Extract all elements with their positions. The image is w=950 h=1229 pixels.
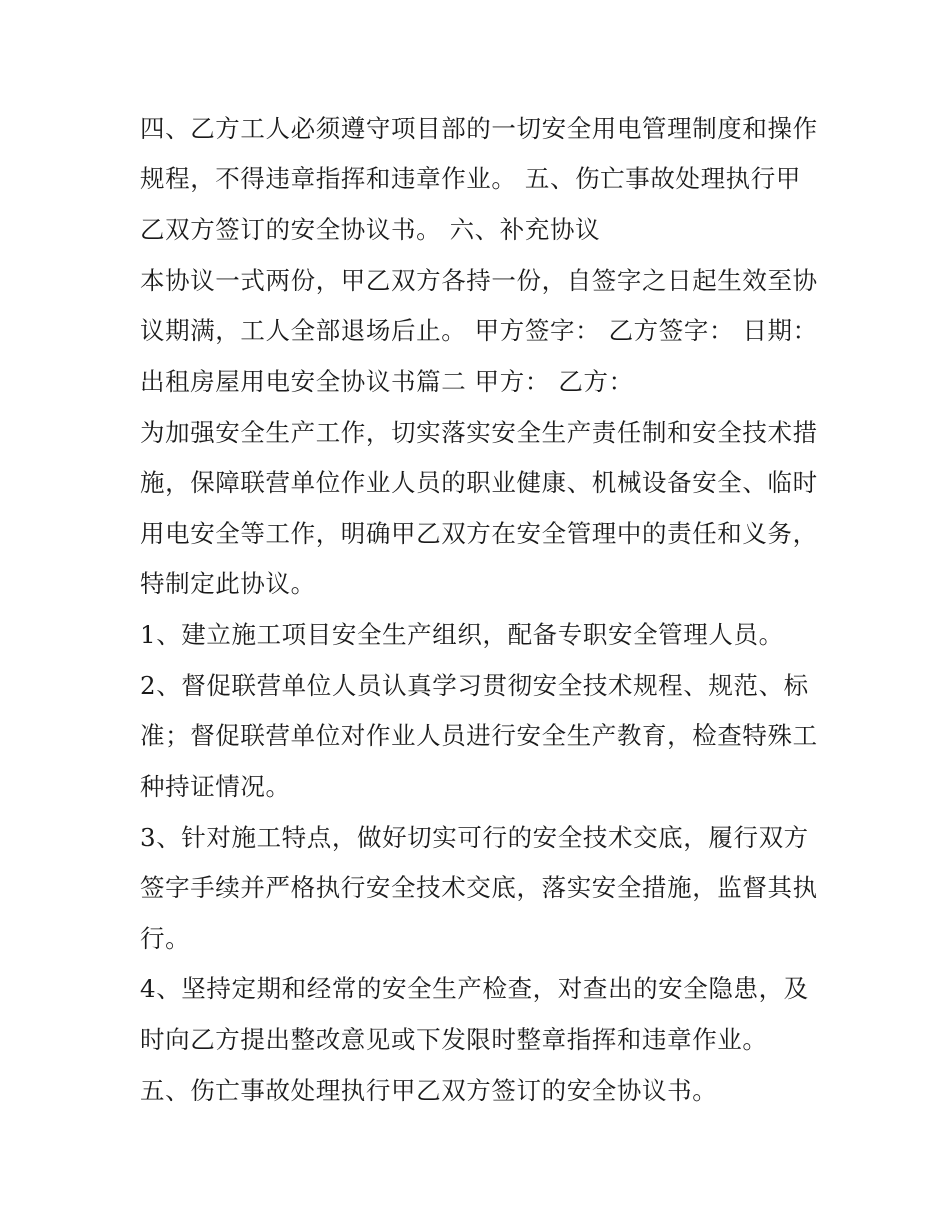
text-line: 2、督促联营单位人员认真学习贯彻安全技术规程、规范、标: [140, 671, 809, 700]
text-line: 规程，不得违章指挥和违章作业。 五、伤亡事故处理执行甲: [140, 164, 801, 193]
text-line: 议期满，工人全部退场后止。 甲方签字： 乙方签字： 日期：: [140, 316, 818, 345]
text-line: 五、伤亡事故处理执行甲乙双方签订的安全协议书。: [140, 1076, 718, 1105]
text-line: 四、乙方工人必须遵守项目部的一切安全用电管理制度和操作: [140, 114, 818, 143]
text-line: 特制定此协议。: [140, 569, 316, 598]
text-line: 本协议一式两份，甲乙双方各持一份，自签字之日起生效至协: [140, 266, 818, 295]
text-line: 行。: [140, 924, 191, 953]
text-line: 为加强安全生产工作，切实落实安全生产责任制和安全技术措: [140, 418, 818, 447]
text-line: 4、坚持定期和经常的安全生产检查，对查出的安全隐患，及: [140, 974, 809, 1003]
text-line: 种持证情况。: [140, 772, 291, 801]
text-line: 1、建立施工项目安全生产组织，配备专职安全管理人员。: [140, 620, 784, 649]
text-line: 出租房屋用电安全协议书篇二 甲方： 乙方：: [140, 367, 634, 396]
text-line: 用电安全等工作，明确甲乙双方在安全管理中的责任和义务，: [140, 519, 818, 548]
text-line: 时向乙方提出整改意见或下发限时整章指挥和违章作业。: [140, 1025, 768, 1054]
text-line: 乙双方签订的安全协议书。 六、补充协议: [140, 215, 601, 244]
text-line: 施，保障联营单位作业人员的职业健康、机械设备安全、临时: [140, 468, 818, 497]
text-line: 3、针对施工特点，做好切实可行的安全技术交底，履行双方: [140, 823, 809, 852]
text-line: 签字手续并严格执行安全技术交底，落实安全措施，监督其执: [140, 873, 818, 902]
text-line: 准；督促联营单位对作业人员进行安全生产教育，检查特殊工: [140, 721, 818, 750]
